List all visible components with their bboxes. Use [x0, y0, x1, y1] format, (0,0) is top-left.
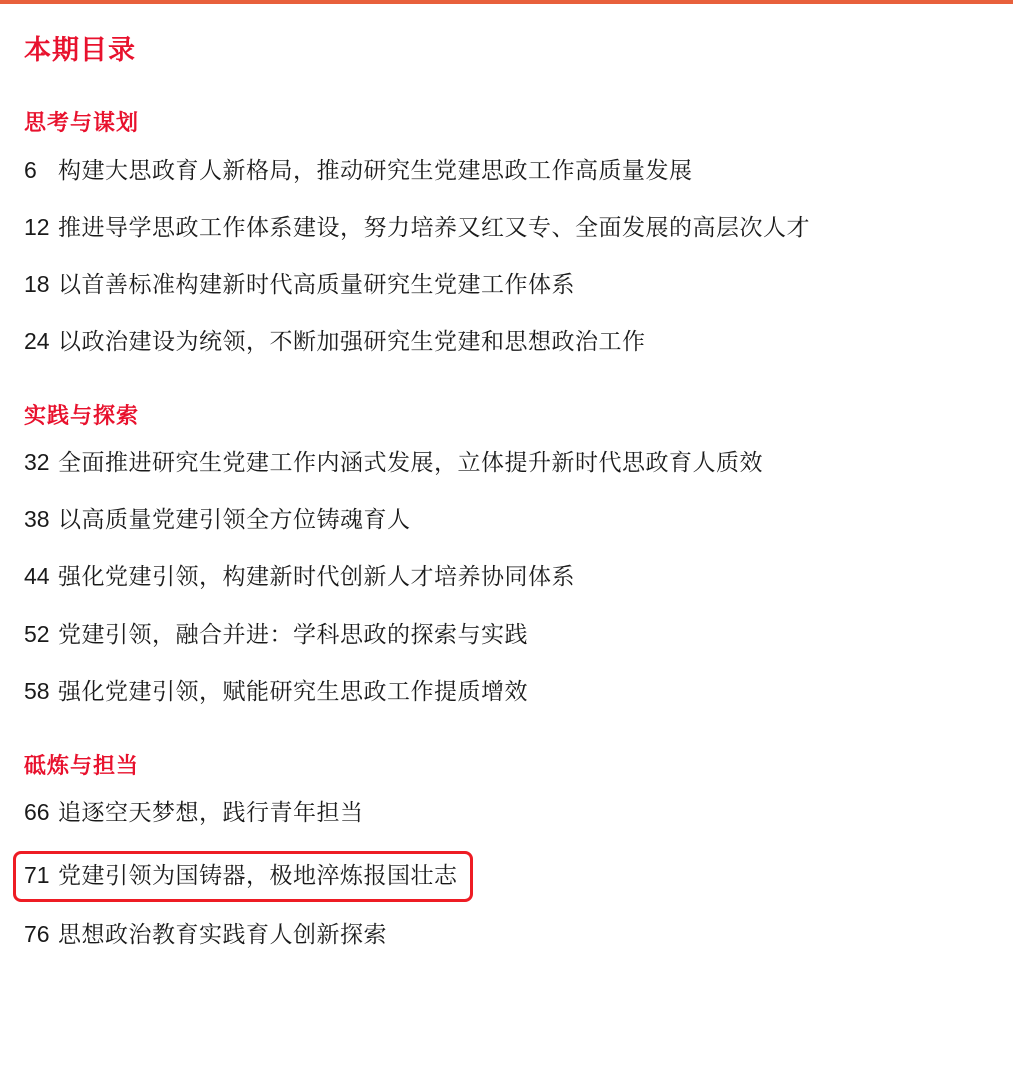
toc-entry[interactable] — [24, 919, 989, 950]
toc-content — [0, 4, 1013, 950]
entry-page-number: 52 — [24, 620, 50, 647]
toc-entry-highlighted[interactable] — [16, 854, 470, 899]
entry-page-number: 32 — [24, 449, 50, 476]
toc-section — [24, 110, 989, 357]
entry-page-number: 12 — [24, 213, 50, 240]
entry-title: 党建引领，融合并进：学科思政的探索与实践 — [58, 620, 528, 647]
entry-title: 构建大思政育人新格局，推动研究生党建思政工作高质量发展 — [58, 156, 693, 183]
entry-title: 全面推进研究生党建工作内涵式发展，立体提升新时代思政育人质效 — [58, 449, 763, 476]
entry-title: 以首善标准构建新时代高质量研究生党建工作体系 — [58, 270, 575, 297]
entry-title: 以政治建设为统领，不断加强研究生党建和思想政治工作 — [58, 327, 646, 354]
toc-entry[interactable] — [24, 561, 989, 592]
entry-title: 强化党建引领，赋能研究生思政工作提质增效 — [58, 677, 528, 704]
toc-section — [24, 403, 989, 707]
page-title: 本期目录 — [24, 35, 136, 65]
toc-entry[interactable] — [24, 504, 989, 535]
entry-title: 推进导学思政工作体系建设，努力培养又红又专、全面发展的高层次人才 — [58, 213, 810, 240]
entry-page-number: 38 — [24, 506, 50, 533]
entry-page-number: 6 — [24, 156, 37, 183]
entry-page-number: 18 — [24, 270, 50, 297]
entry-title: 以高质量党建引领全方位铸魂育人 — [58, 506, 411, 533]
toc-entry[interactable] — [24, 212, 989, 243]
entry-title: 思想政治教育实践育人创新探索 — [58, 921, 387, 948]
section-heading: 思考与谋划 — [24, 110, 140, 136]
entry-title: 追逐空天梦想，践行青年担当 — [58, 798, 364, 825]
entry-title: 强化党建引领，构建新时代创新人才培养协同体系 — [58, 563, 575, 590]
toc-entry[interactable] — [24, 269, 989, 300]
toc-entry[interactable] — [24, 155, 989, 186]
toc-entry[interactable] — [24, 797, 989, 828]
entry-title: 党建引领为国铸器，极地淬炼报国壮志 — [58, 862, 458, 889]
entry-page-number: 66 — [24, 798, 50, 825]
toc-entry[interactable] — [24, 619, 989, 650]
toc-entry[interactable] — [24, 676, 989, 707]
entry-page-number: 58 — [24, 677, 50, 704]
entry-page-number: 71 — [24, 862, 50, 889]
toc-entry[interactable] — [24, 447, 989, 478]
toc-entry[interactable] — [24, 326, 989, 357]
section-heading: 砥炼与担当 — [24, 752, 140, 778]
entry-page-number: 44 — [24, 563, 50, 590]
entry-page-number: 24 — [24, 327, 50, 354]
section-heading: 实践与探索 — [24, 402, 140, 428]
toc-section — [24, 753, 989, 951]
entry-page-number: 76 — [24, 921, 50, 948]
